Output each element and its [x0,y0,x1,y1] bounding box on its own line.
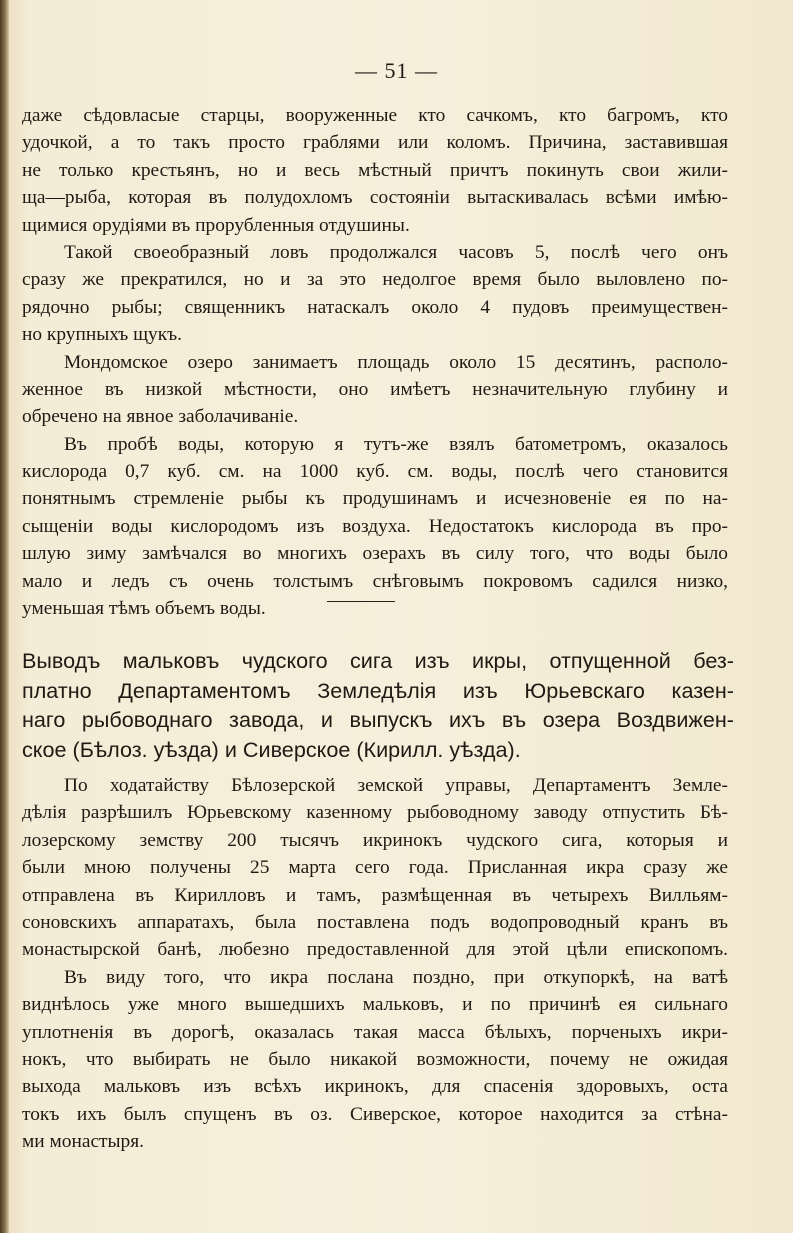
heading-line: наго рыбоводнаго завода, и выпускъ ихъ въ озера Воздвижен- [22,707,734,732]
text-line: токъ ихъ былъ спущенъ въ оз. Сиверское, которое находится за стѣна- [22,1103,728,1125]
text-line: были мною получены 25 марта сего года. Присланная икра сразу же [22,857,728,879]
text-line: мало и ледъ съ очень толстымъ снѣговымъ покровомъ садился низко, [22,570,728,592]
text-line: женное въ низкой мѣстности, оно имѣетъ незначительную глубину и [22,378,728,400]
text-line: По ходатайству Бѣлозерской земской управы, Департаментъ Земле- [64,775,728,796]
text-line: понятнымъ стремленіе рыбы къ продушинамъ и исчезновеніе ея по на- [22,488,728,510]
text-line: уменьшая тѣмъ объемъ воды. [22,598,266,620]
text-line: щимися орудіями въ прорубленныя отдушины. [22,214,410,236]
heading-line: платно Департаментомъ Земледѣлія изъ Юрьевскаго казен- [22,677,734,703]
text-line: монастырской банѣ, любезно предоставленной для этой цѣли епископомъ. [22,939,728,961]
section-divider [327,601,395,602]
text-line: Такой своеобразный ловъ продолжался часовъ 5, послѣ чего онъ [64,241,728,263]
book-spine-edge [0,0,9,1233]
text-line: уплотненія въ дорогѣ, оказалась такая масса бѣлыхъ, порченыхъ икри- [22,1021,728,1043]
text-line: Въ виду того, что икра послана поздно, при откупоркѣ, на ватѣ [64,966,728,988]
page-number: — 51 — [355,58,438,83]
text-line: Въ пробѣ воды, которую я тутъ-же взялъ батометромъ, оказалось [64,433,728,455]
text-line: отправлена въ Кирилловъ и тамъ, размѣщенная въ четырехъ Вилльям- [22,884,728,906]
text-block-bottom [22,772,728,1155]
text-line: удочкой, а то такъ просто граблями или коломъ. Причина, заставившая [22,132,728,154]
heading-line: ское (Бѣлоз. уѣзда) и Сиверское (Кирилл. уѣзда). [22,736,521,762]
text-line: выхода мальковъ изъ всѣхъ икринокъ, для спасенія здоровыхъ, оста [22,1076,728,1098]
text-line: соновскихъ аппаратахъ, была поставлена подъ водопроводный кранъ въ [22,911,728,933]
text-line: кислорода 0,7 куб. см. на 1000 куб. см. воды, послѣ чего становится [22,461,728,483]
text-line: виднѣлось уже много вышедшихъ мальковъ, и по причинѣ ея сильнаго [22,994,728,1016]
text-line: ми монастыря. [22,1131,145,1153]
text-line: но крупныхъ щукъ. [22,324,183,346]
text-line: ща—рыба, которая въ полудохломъ состояніи вытаскивалась всѣми имѣю- [22,187,728,209]
text-line: обречено на явное заболачиваніе. [22,406,299,428]
text-line: шлую зиму замѣчался во многихъ озерахъ въ силу того, что воды было [22,543,728,565]
heading-line: Выводъ мальковъ чудского сига изъ икры, отпущенной без- [22,648,734,673]
text-line: Мондомское озеро занимаетъ площадь около 15 десятинъ, располо- [64,351,728,373]
text-line: дѣлія разрѣшилъ Юрьевскому казенному рыбоводному заводу отпустить Бѣ- [22,802,728,824]
text-line: не только крестьянъ, но и весь мѣстный причтъ покинуть свои жили- [22,159,728,181]
text-line: рядочно рыбы; священникъ натаскалъ около 4 пудовъ преимуществен- [22,296,728,318]
section-heading [22,646,734,764]
text-block-top [22,102,728,622]
text-line: лозерскому земству 200 тысячъ икринокъ чудского сига, которыя и [22,829,728,851]
text-line: сразу же прекратился, но и за это недолгое время было выловлено по- [22,269,728,291]
text-line: нокъ, что выбирать не было никакой возможности, почему не ожидая [22,1048,728,1070]
text-line: даже сѣдовласые старцы, вооруженные кто сачкомъ, кто багромъ, кто [22,105,728,126]
text-line: сыщеніи воды кислородомъ изъ воздуха. Недостатокъ кислорода въ про- [22,515,728,537]
